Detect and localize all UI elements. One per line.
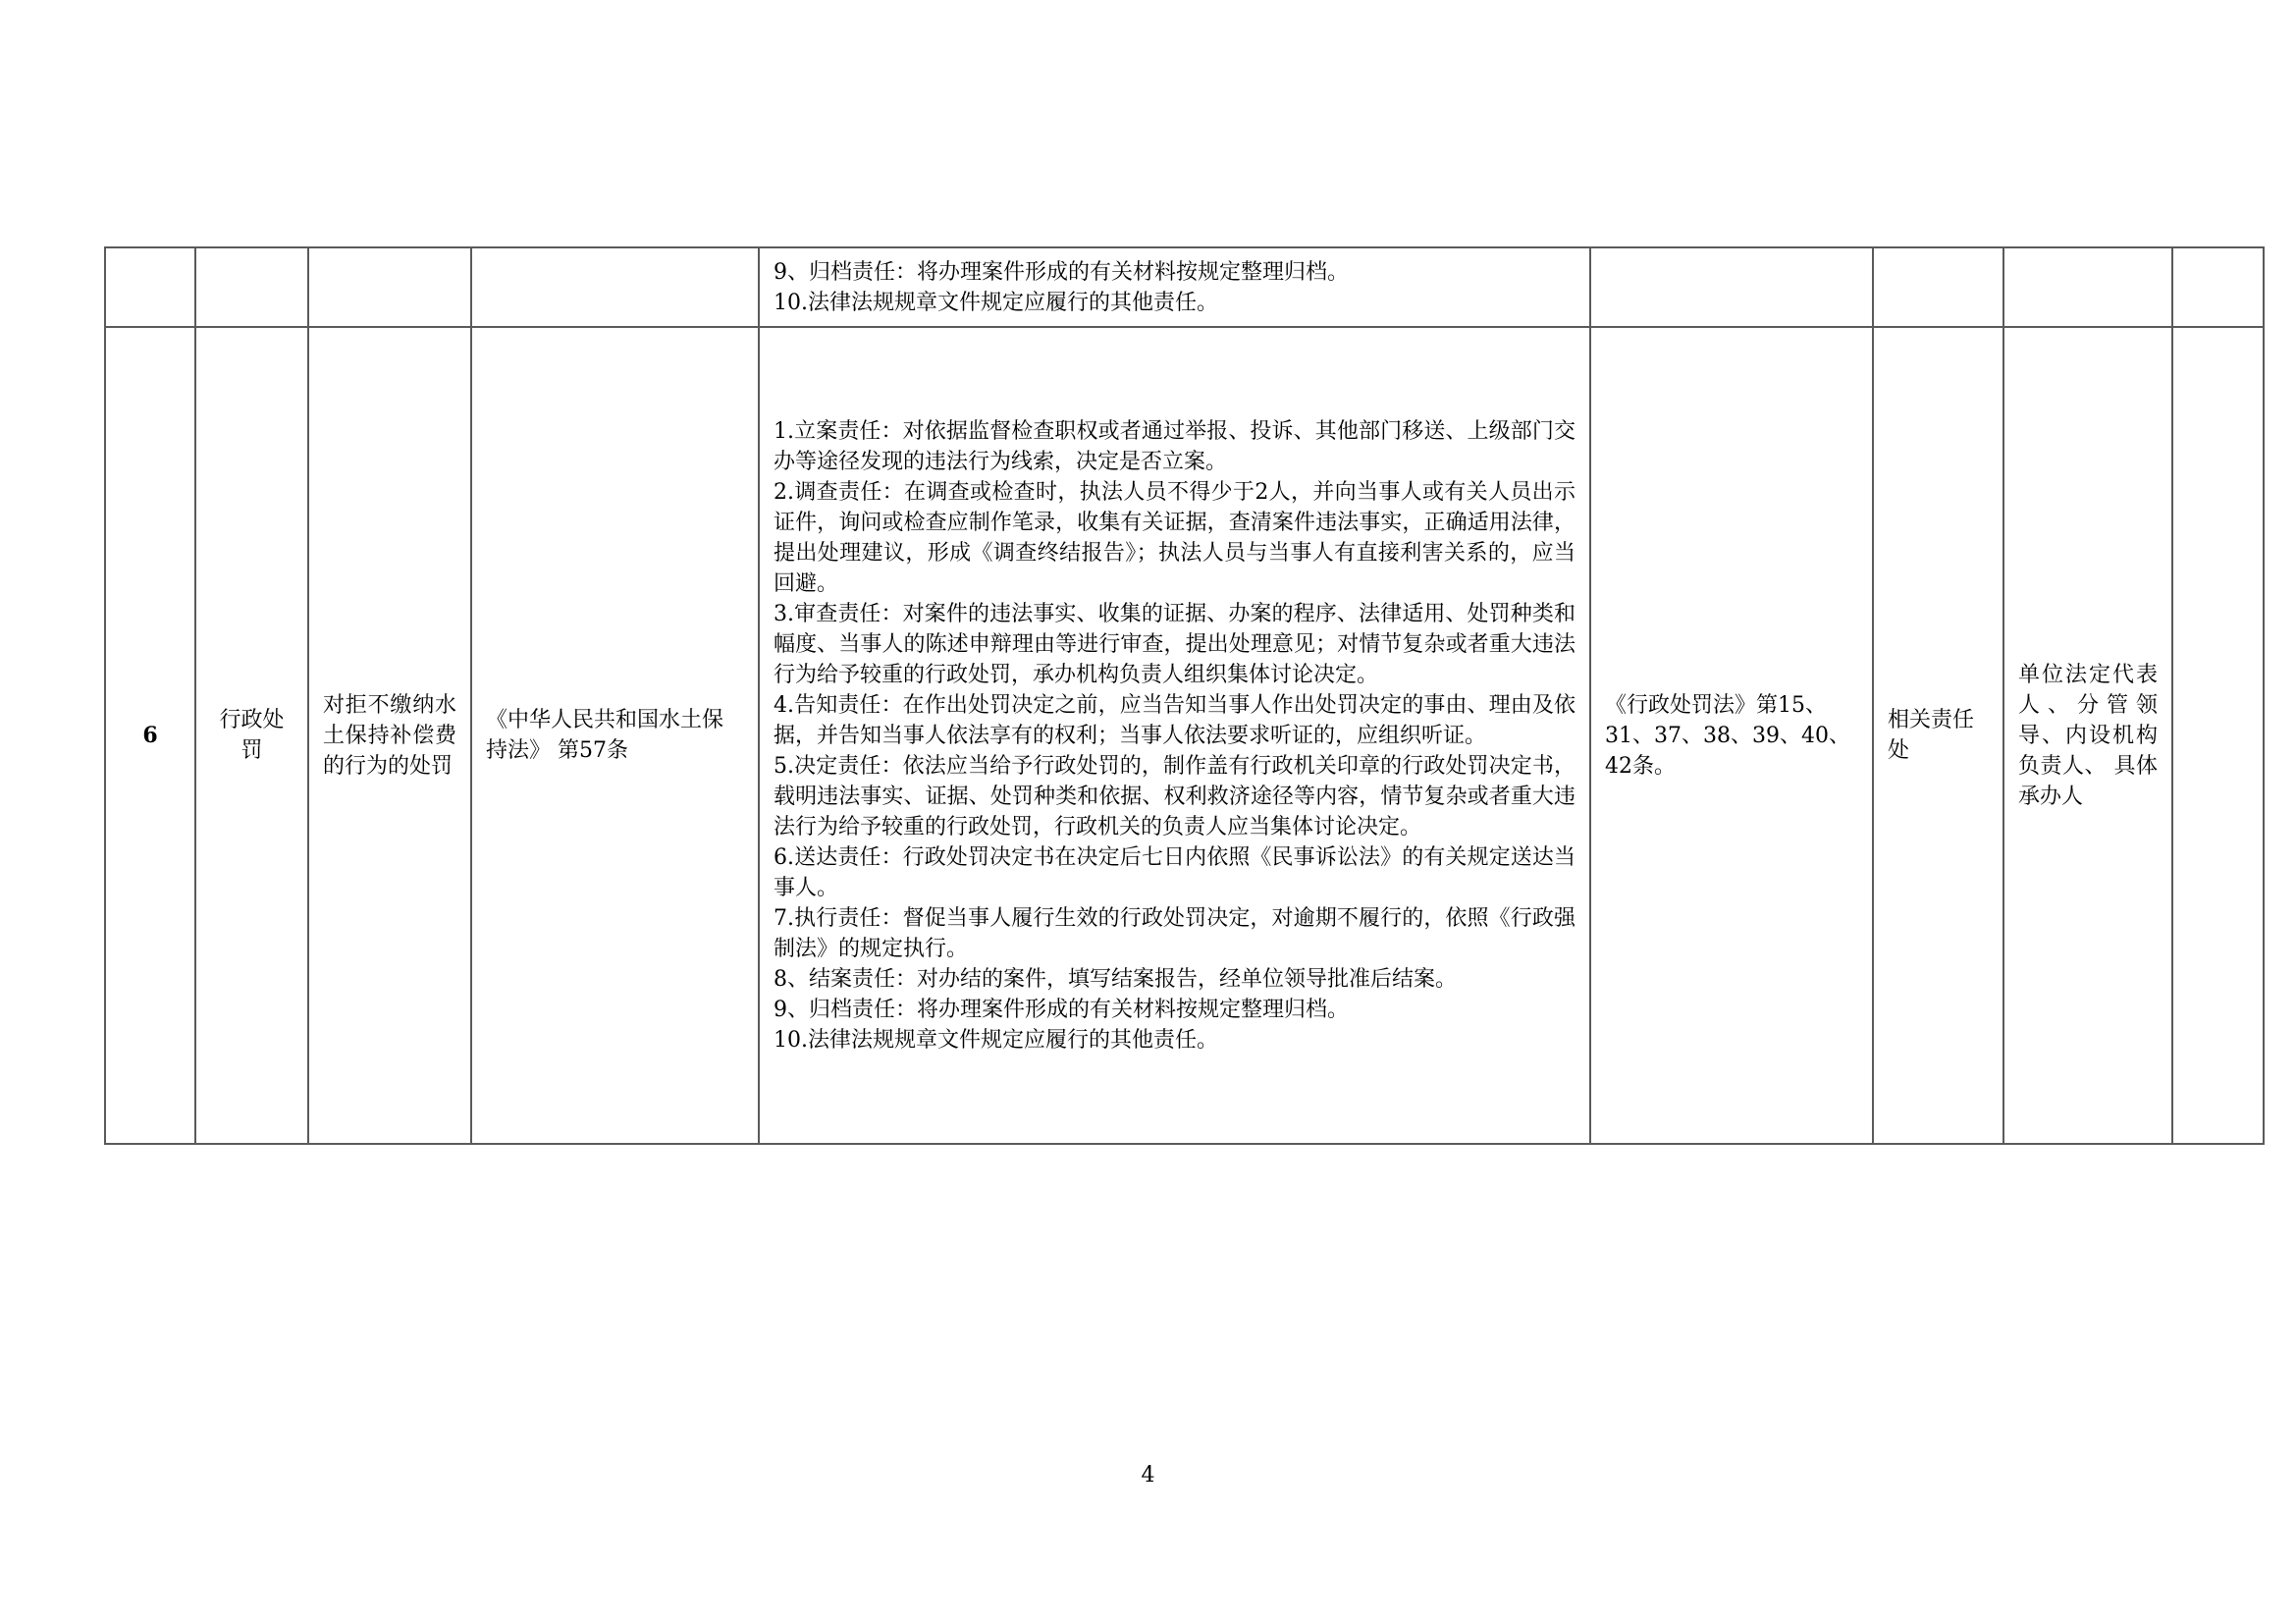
cell-responsibilities-continued xyxy=(759,247,1590,327)
responsibility-line: 8、结案责任：对办结的案件，填写结案报告，经单位领导批准后结案。 xyxy=(774,966,1457,992)
responsibility-line: 9、归档责任：将办理案件形成的有关材料按规定整理归档。 xyxy=(774,259,1349,285)
cell-subject-empty xyxy=(2003,247,2172,327)
responsibility-line: 5.决定责任：依法应当给予行政处罚的，制作盖有行政机关印章的行政处罚决定书，载明违法事实、证据、处罚种类和依据、权利救济途径等内容，情节复杂或者重大违法行为给予较重的行政处罚，行政机关的负责人应当集体讨论决定。 xyxy=(774,753,1575,839)
page-number: 4 xyxy=(1141,1463,1155,1488)
cell-basis-empty xyxy=(471,247,759,327)
responsibility-line: 7.执行责任：督促当事人履行生效的行政处罚决定，对逾期不履行的，依照《行政强制法》的规定执行。 xyxy=(774,905,1575,961)
responsibility-line: 3.审查责任：对案件的违法事实、收集的证据、办案的程序、法律适用、处罚种类和幅度、当事人的陈述申辩理由等进行审查，提出处理意见；对情节复杂或者重大违法行为给予较重的行政处罚，承办机构负责人组织集体讨论决定。 xyxy=(774,601,1575,687)
responsibility-line: 6.送达责任：行政处罚决定书在决定后七日内依照《民事诉讼法》的有关规定送达当事人。 xyxy=(774,844,1575,900)
responsibility-line: 4.告知责任：在作出处罚决定之前，应当告知当事人作出处罚决定的事由、理由及依据，并告知当事人依法享有的权利；当事人依法要求听证的，应组织听证。 xyxy=(774,692,1575,748)
cell-item-empty xyxy=(308,247,471,327)
cell-responsibilities xyxy=(759,327,1590,1144)
cell-remark-empty xyxy=(2172,327,2264,1144)
responsibility-table xyxy=(104,246,2265,1145)
responsibility-line: 2.调查责任：在调查或检查时，执法人员不得少于2人，并向当事人或有关人员出示证件，询问或检查应制作笔录，收集有关证据，查清案件违法事实，正确适用法律，提出处理建议，形成《调查终结报告》；执法人员与当事人有直接利害关系的，应当回避。 xyxy=(774,479,1575,596)
cell-number-empty xyxy=(105,247,195,327)
penalty-basis: 《行政处罚法》第15、31、37、38、39、40、42条。 xyxy=(1590,327,1873,1144)
table-row-6 xyxy=(105,327,2264,1144)
responsibility-line: 9、归档责任：将办理案件形成的有关材料按规定整理归档。 xyxy=(774,997,1349,1022)
power-category: 行政处罚 xyxy=(195,327,308,1144)
responsible-subject: 单位法定代表人、分管领导、内设机构负责人、 具体承办人 xyxy=(2003,327,2172,1144)
cell-category-empty xyxy=(195,247,308,327)
cell-penalty-basis-empty xyxy=(1590,247,1873,327)
row-number: 6 xyxy=(105,327,195,1144)
cell-remark-empty xyxy=(2172,247,2264,327)
responsibility-line: 1.立案责任：对依据监督检查职权或者通过举报、投诉、其他部门移送、上级部门交办等途径发现的违法行为线索，决定是否立案。 xyxy=(774,418,1575,474)
responsible-department: 相关责任处 xyxy=(1873,327,2003,1144)
power-item-name: 对拒不缴纳水土保持补偿费的行为的处罚 xyxy=(308,327,471,1144)
cell-department-empty xyxy=(1873,247,2003,327)
responsibility-line: 10.法律法规规章文件规定应履行的其他责任。 xyxy=(774,290,1218,315)
table-row-continued xyxy=(105,247,2264,327)
responsibility-line: 10.法律法规规章文件规定应履行的其他责任。 xyxy=(774,1027,1218,1053)
legal-basis: 《中华人民共和国水土保持法》 第57条 xyxy=(471,327,759,1144)
